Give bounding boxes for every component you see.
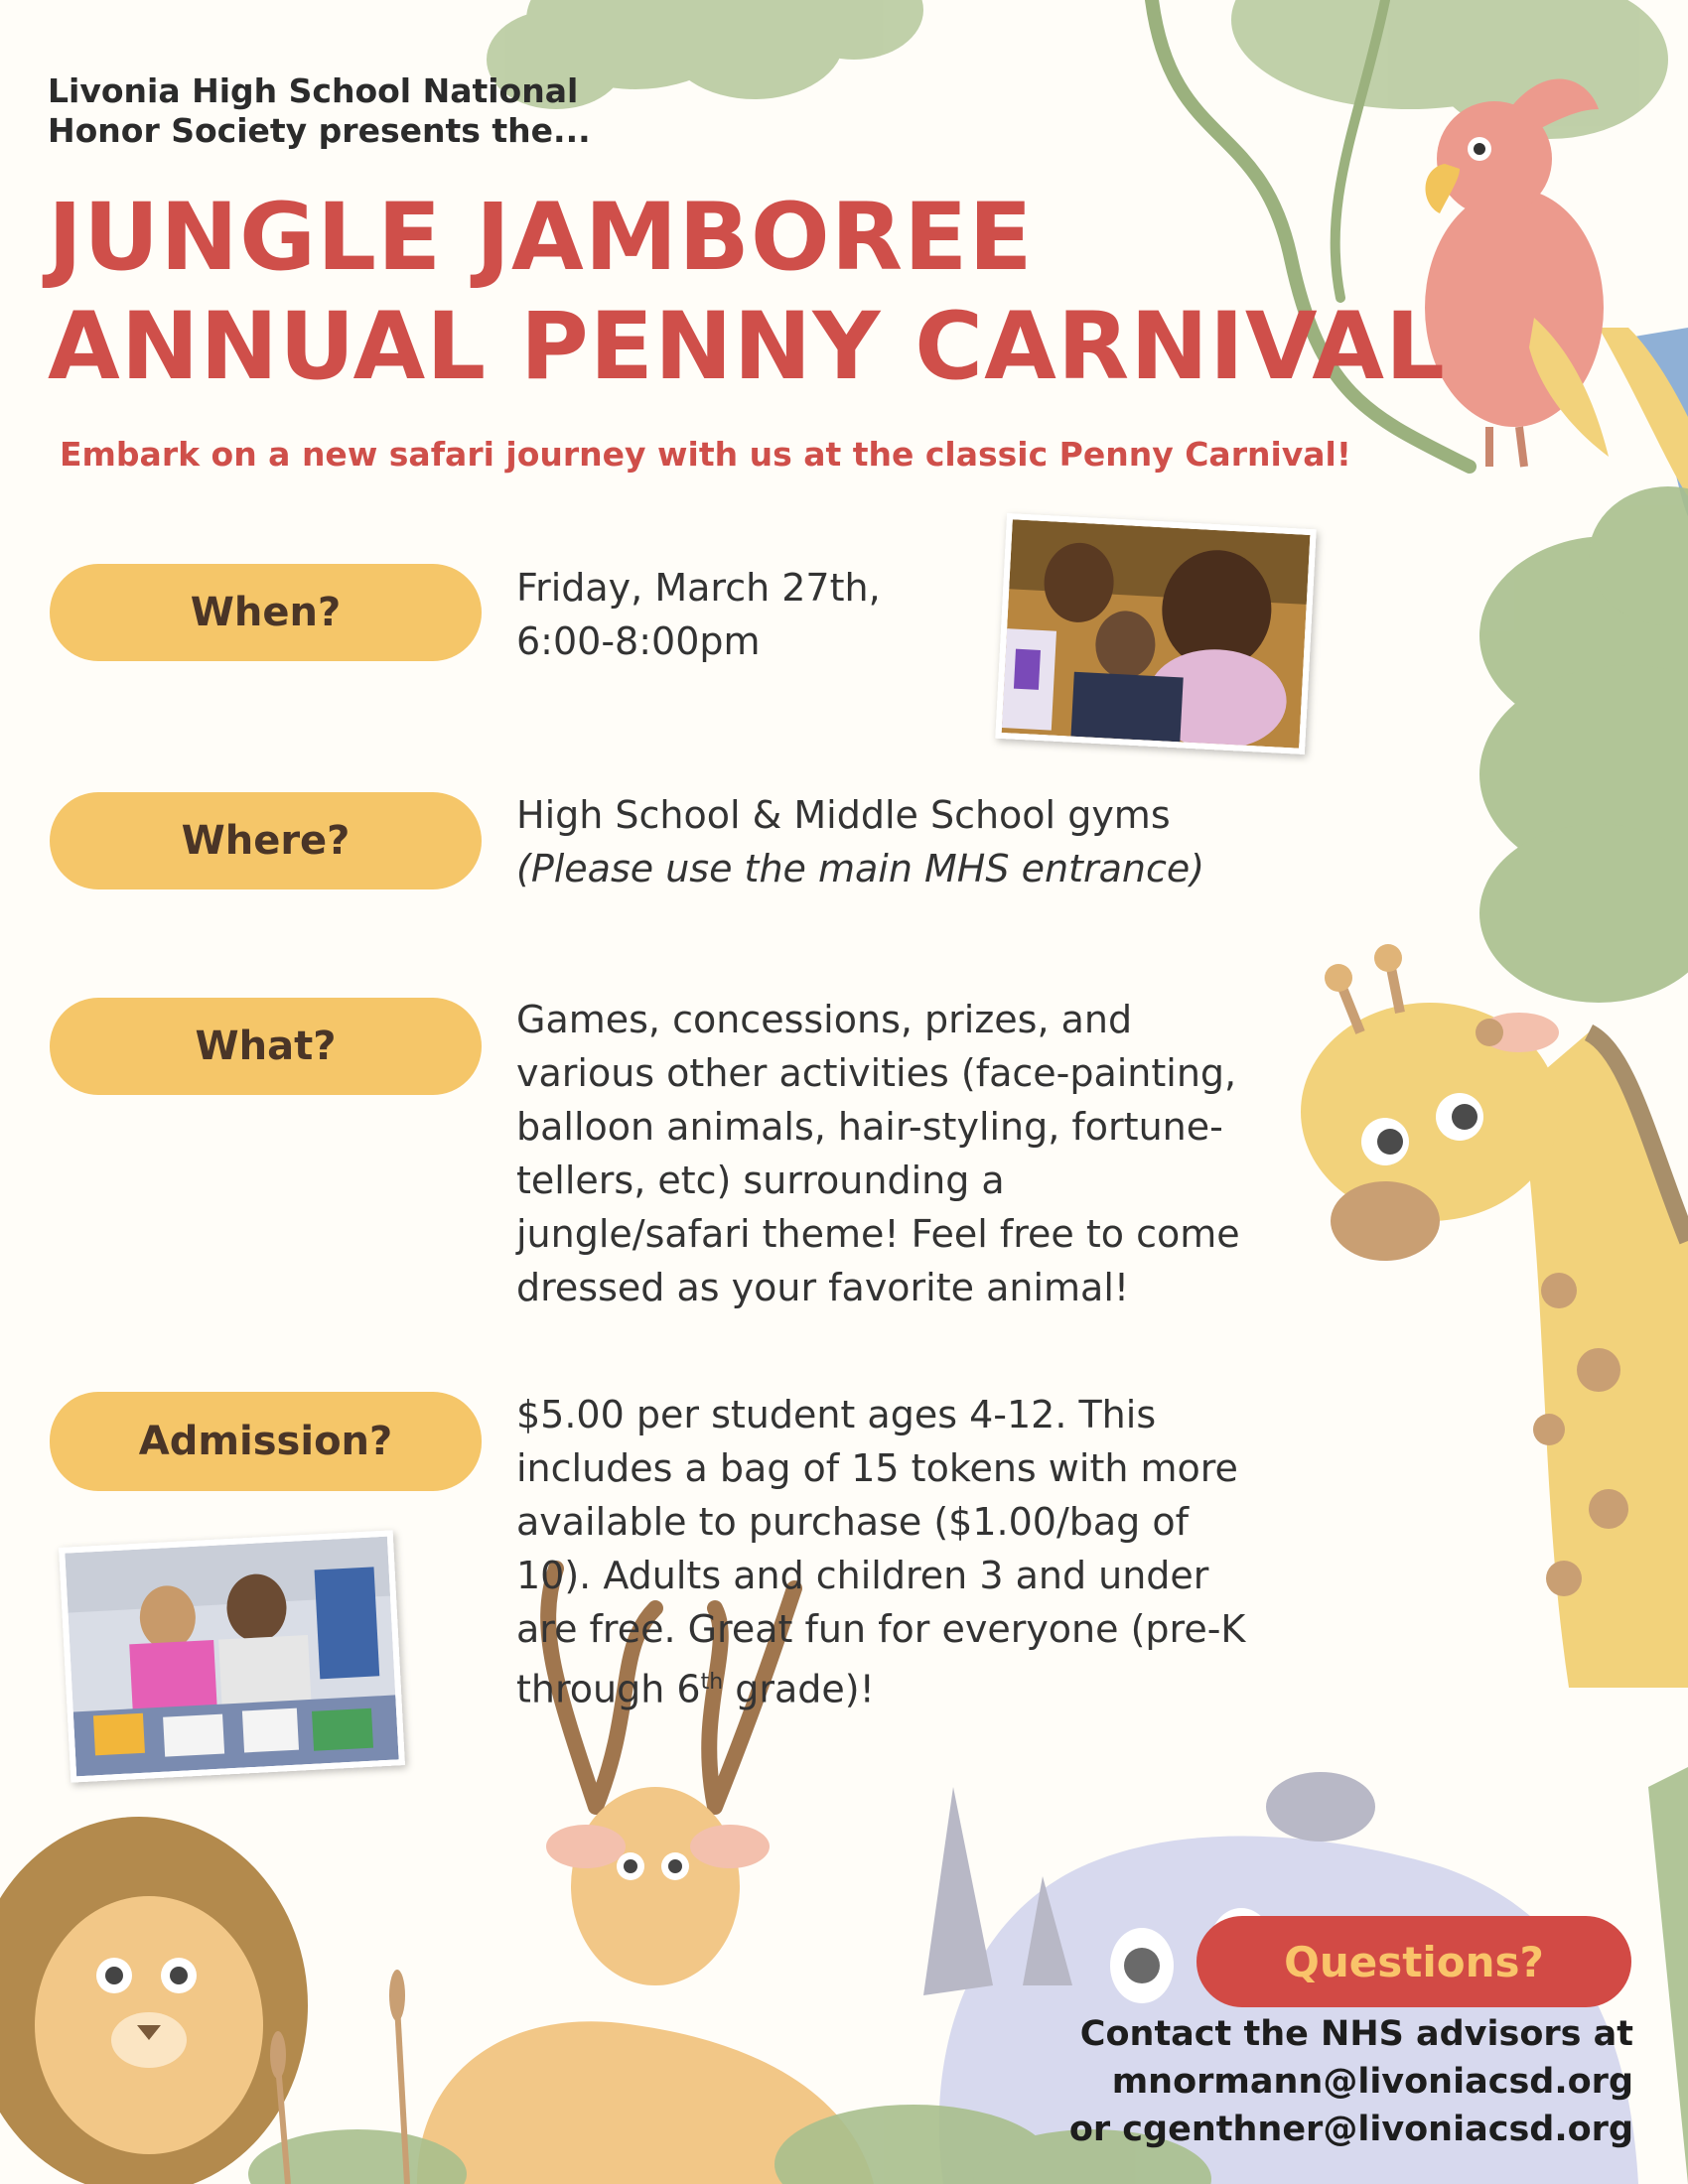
when-time: 6:00-8:00pm xyxy=(516,619,761,663)
where-entrance-note: (Please use the main MHS entrance) xyxy=(516,847,1205,890)
what-line: jungle/safari theme! Feel free to come xyxy=(516,1212,1240,1256)
admission-description xyxy=(516,1388,1331,1716)
contact-intro: Contact the NHS advisors at xyxy=(1079,2014,1633,2054)
lion-illustration xyxy=(0,1817,308,2184)
admission-line: available to purchase ($1.00/bag of xyxy=(516,1500,1189,1544)
presenter-line-1: Livonia High School National xyxy=(48,71,579,110)
what-label-pill: What? xyxy=(50,998,482,1095)
prizes-photo-image xyxy=(65,1537,398,1777)
what-line: balloon animals, hair-styling, fortune- xyxy=(516,1105,1223,1149)
what-line: dressed as your favorite animal! xyxy=(516,1266,1130,1309)
title-line-1: JUNGLE JAMBOREE xyxy=(48,184,1034,292)
what-line: tellers, etc) surrounding a xyxy=(516,1159,1005,1202)
admission-last-pre: through 6 xyxy=(516,1667,701,1711)
title-line-2: ANNUAL PENNY CARNIVAL xyxy=(48,293,1446,401)
admission-last-line xyxy=(516,1656,1331,1716)
giraffe-illustration xyxy=(1301,944,1688,1688)
admission-line: $5.00 per student ages 4-12. This xyxy=(516,1393,1157,1436)
when-date: Friday, March 27th, xyxy=(516,566,881,610)
face-painting-photo xyxy=(995,513,1316,754)
admission-last-sup: th xyxy=(700,1670,724,1695)
face-painting-photo-image xyxy=(1002,519,1311,748)
tagline: Embark on a new safari journey with us at the classic Penny Carnival! xyxy=(60,435,1351,474)
parrot-illustration xyxy=(1425,79,1688,516)
contact-email-1[interactable]: mnormann@livoniacsd.org xyxy=(1111,2062,1633,2102)
presenter-text xyxy=(48,71,663,151)
where-description xyxy=(516,788,1331,895)
presenter-line-2: Honor Society presents the... xyxy=(48,111,591,150)
admission-line: includes a bag of 15 tokens with more xyxy=(516,1446,1238,1490)
questions-pill: Questions? xyxy=(1196,1916,1631,2007)
what-line: Games, concessions, prizes, and xyxy=(516,998,1133,1041)
contact-email-2[interactable]: or cgenthner@livoniacsd.org xyxy=(1068,2110,1633,2149)
admission-label-pill: Admission? xyxy=(50,1392,482,1491)
admission-last-post: grade)! xyxy=(723,1667,875,1711)
contact-info xyxy=(1069,2010,1633,2153)
what-line: various other activities (face-painting, xyxy=(516,1051,1237,1095)
prizes-photo xyxy=(59,1530,405,1782)
what-description xyxy=(516,993,1331,1314)
right-bush xyxy=(1479,486,1688,1003)
where-label-pill: Where? xyxy=(50,792,482,889)
admission-line: are free. Great fun for everyone (pre-K xyxy=(516,1607,1246,1651)
admission-line: 10). Adults and children 3 and under xyxy=(516,1554,1209,1597)
where-location: High School & Middle School gyms xyxy=(516,793,1171,837)
when-label-pill: When? xyxy=(50,564,482,661)
